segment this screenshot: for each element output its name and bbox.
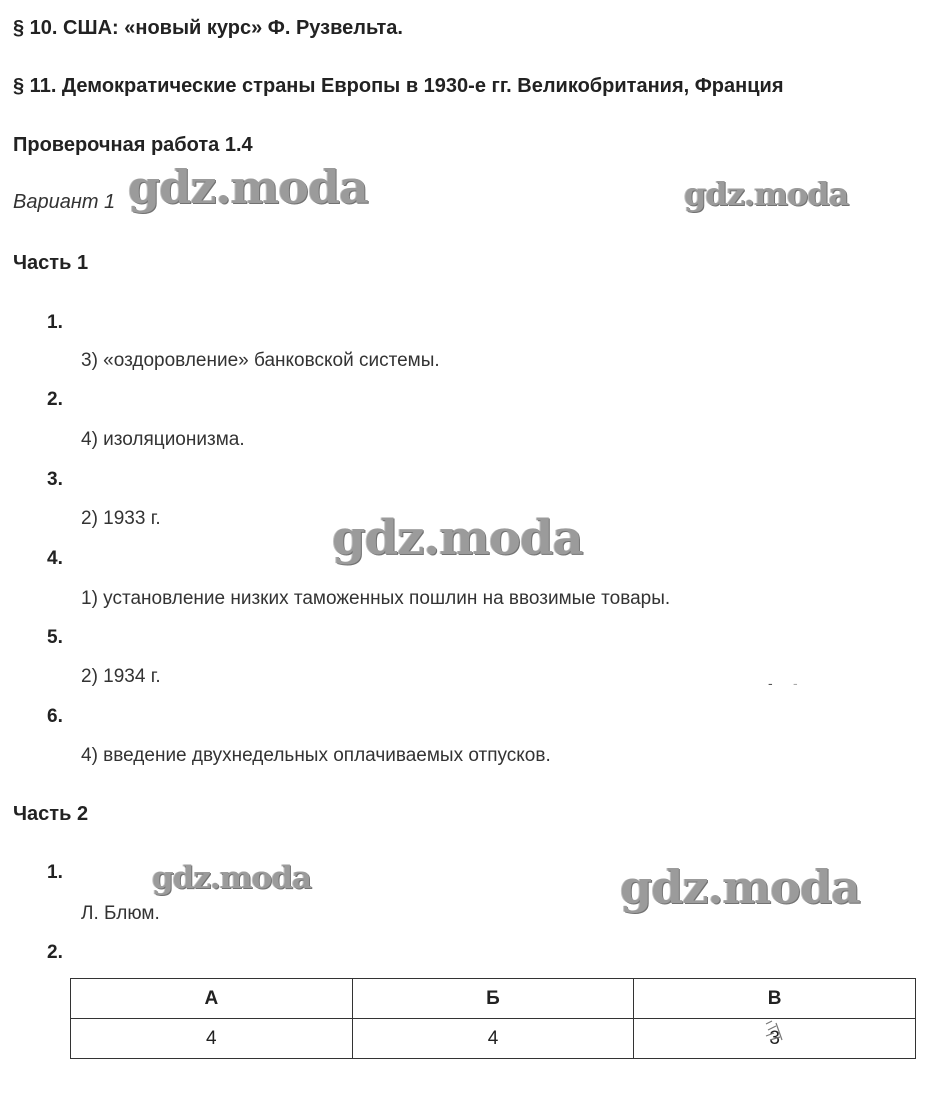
question-answer: 4) введение двухнедельных оплачиваемых отпусков.	[81, 745, 551, 766]
answer-table	[70, 978, 916, 1059]
stray-mark: -	[768, 675, 773, 691]
table-cell: 4	[71, 1019, 353, 1059]
part-2-heading: Часть 2	[13, 803, 89, 825]
question-number: 1.	[47, 312, 63, 333]
section-10-heading: § 10. США: «новый курс» Ф. Рузвельта.	[13, 17, 403, 39]
table-row	[71, 1019, 916, 1059]
question-number: 3.	[47, 469, 63, 490]
question-number: 6.	[47, 706, 63, 727]
watermark-logo: gdz.moda	[684, 175, 849, 213]
stray-mark: -	[793, 675, 798, 691]
watermark-logo: gdz.moda	[128, 160, 368, 214]
question-number: 4.	[47, 548, 63, 569]
question-answer: 3) «оздоровление» банковской системы.	[81, 350, 440, 371]
variant-label: Вариант 1	[13, 191, 116, 213]
section-11-heading: § 11. Демократические страны Европы в 1930-е гг. Великобритания, Франция	[13, 75, 784, 97]
question-number: 1.	[47, 862, 63, 883]
question-answer: 2) 1934 г.	[81, 666, 161, 687]
table-cell: 4	[352, 1019, 634, 1059]
question-number: 5.	[47, 627, 63, 648]
question-answer: Л. Блюм.	[81, 903, 160, 924]
test-title: Проверочная работа 1.4	[13, 134, 253, 156]
watermark-logo: gdz.moda	[152, 860, 311, 896]
watermark-logo: gdz.moda	[620, 860, 860, 914]
table-header-row	[71, 979, 916, 1019]
question-answer: 4) изоляционизма.	[81, 429, 245, 450]
table-header-cell: А	[71, 979, 353, 1019]
table-header-cell: В	[634, 979, 916, 1019]
table-header-cell: Б	[352, 979, 634, 1019]
question-answer: 2) 1933 г.	[81, 508, 161, 529]
question-number: 2.	[47, 389, 63, 410]
watermark-logo: gdz.moda	[332, 510, 583, 566]
question-number: 2.	[47, 942, 63, 963]
part-1-heading: Часть 1	[13, 252, 89, 274]
table-cell: 3	[634, 1019, 916, 1059]
question-answer: 1) установление низких таможенных пошлин на ввозимые товары.	[81, 588, 671, 609]
